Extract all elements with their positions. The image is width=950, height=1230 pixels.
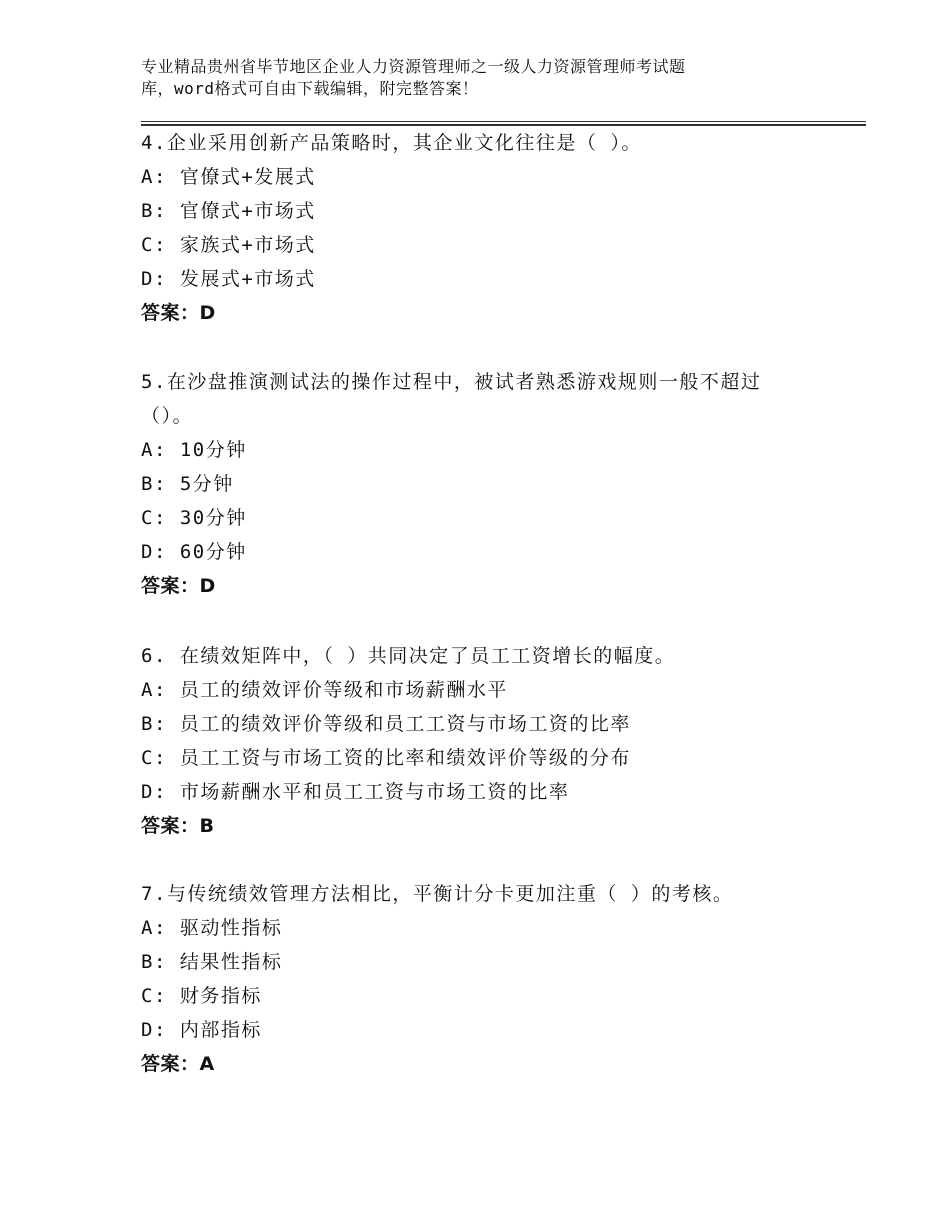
answer: 答案：A (141, 1053, 215, 1075)
answer: 答案：D (141, 575, 216, 597)
option-d: D: 市场薪酬水平和员工工资与市场工资的比率 (141, 781, 570, 803)
question-7 (141, 877, 821, 1081)
question-stem: 5.在沙盘推演测试法的操作过程中，被试者熟悉游戏规则一般不超过 (141, 371, 762, 393)
option-c: C: 30分钟 (141, 507, 247, 529)
option-d: D: 内部指标 (141, 1019, 262, 1041)
question-4 (141, 126, 821, 330)
answer: 答案：B (141, 815, 215, 837)
option-c: C: 员工工资与市场工资的比率和绩效评价等级的分布 (141, 747, 631, 769)
header-line-1: 专业精品贵州省毕节地区企业人力资源管理师之一级人力资源管理师考试题 (141, 57, 686, 76)
answer: 答案：D (141, 302, 216, 324)
option-d: D: 发展式+市场式 (141, 268, 316, 290)
option-b: B: 结果性指标 (141, 951, 283, 973)
question-stem-continued: （）。 (141, 405, 194, 427)
header-divider-thin (141, 121, 866, 122)
question-stem: 6. 在绩效矩阵中，（ ）共同决定了员工工资增长的幅度。 (141, 645, 676, 667)
option-b: B: 员工的绩效评价等级和员工工资与市场工资的比率 (141, 713, 631, 735)
option-a: A: 10分钟 (141, 439, 247, 461)
question-6 (141, 639, 821, 843)
header-line-2: 库，word格式可自由下载编辑，附完整答案！ (141, 79, 479, 98)
option-a: A: 驱动性指标 (141, 917, 283, 939)
question-stem: 4.企业采用创新产品策略时，其企业文化往往是（ ）。 (141, 132, 642, 154)
option-d: D: 60分钟 (141, 541, 247, 563)
option-a: A: 员工的绩效评价等级和市场薪酬水平 (141, 679, 508, 701)
option-a: A: 官僚式+发展式 (141, 166, 316, 188)
question-5 (141, 365, 821, 603)
option-b: B: 官僚式+市场式 (141, 200, 316, 222)
option-c: C: 家族式+市场式 (141, 234, 316, 256)
option-b: B: 5分钟 (141, 473, 234, 495)
option-c: C: 财务指标 (141, 985, 262, 1007)
question-stem: 7.与传统绩效管理方法相比，平衡计分卡更加注重（ ）的考核。 (141, 883, 734, 905)
document-header (141, 56, 781, 100)
